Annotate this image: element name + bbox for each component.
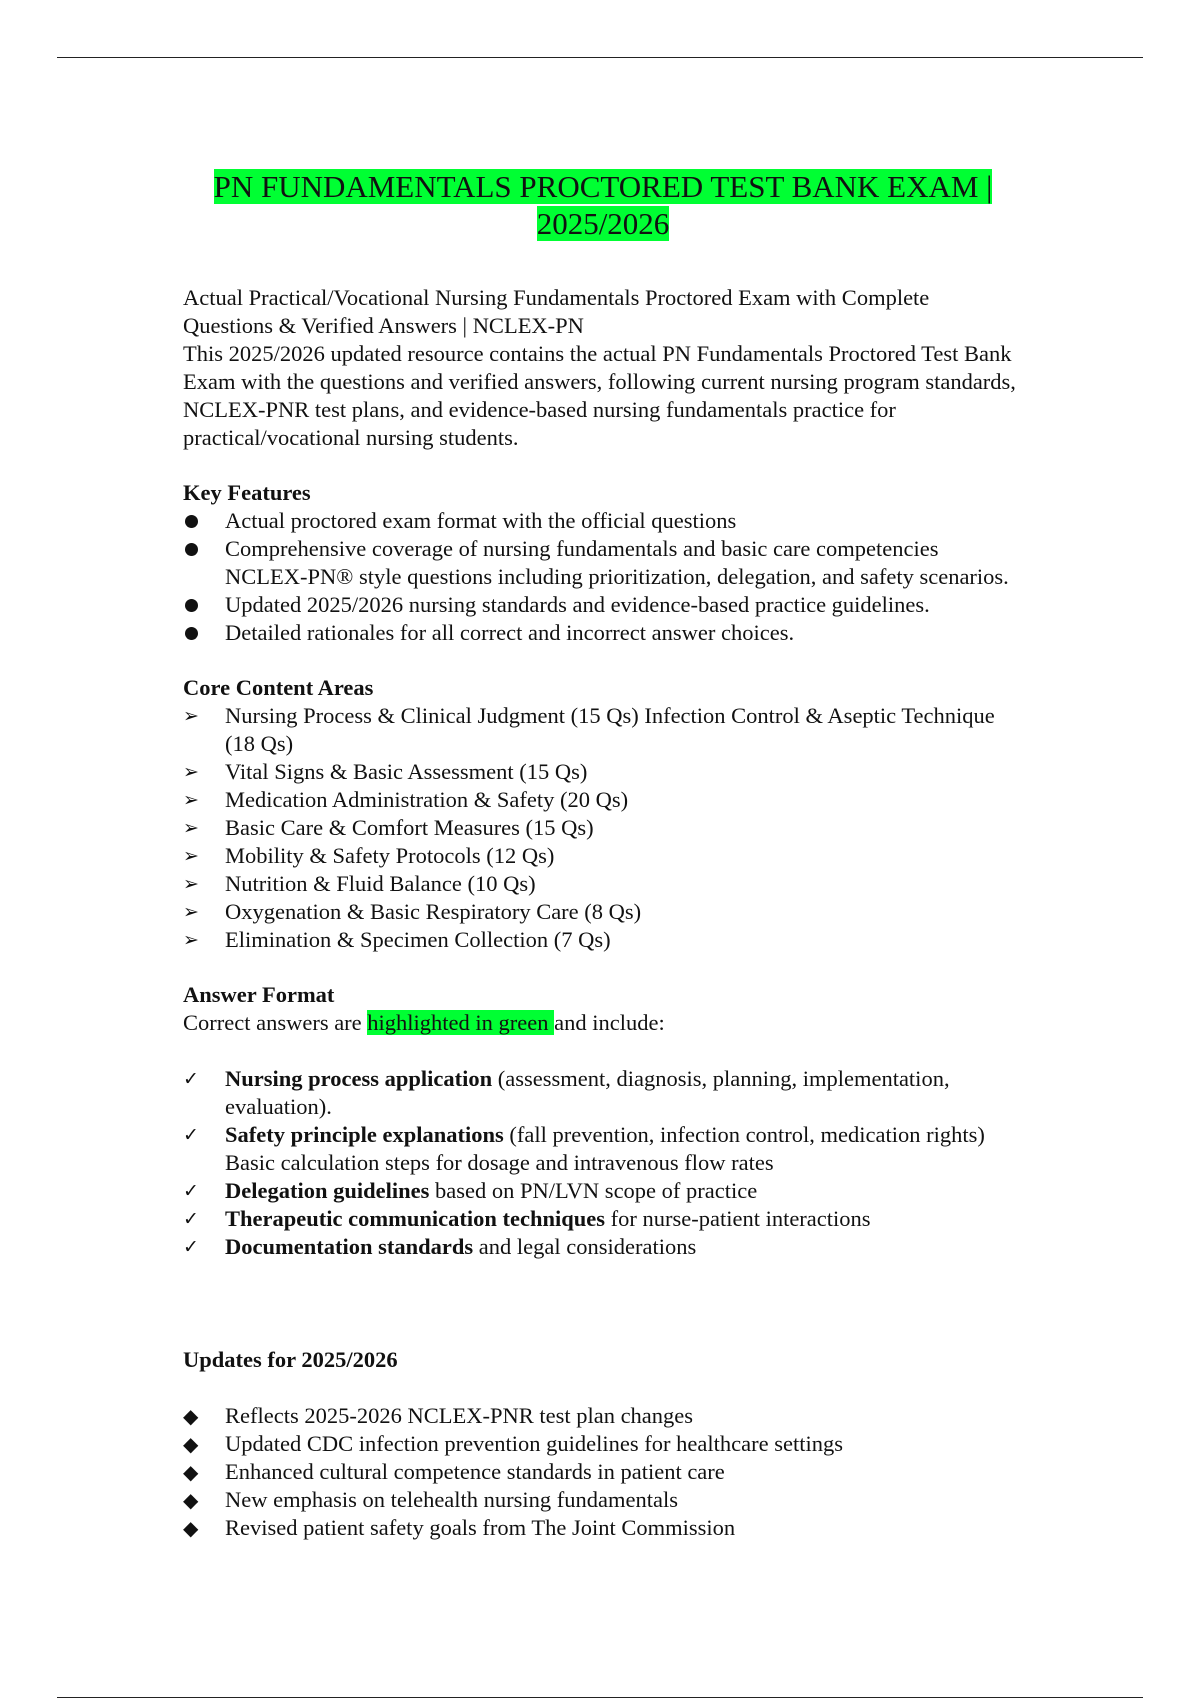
arrow-bullet-icon: ➢	[183, 761, 199, 783]
bullet-dot-icon	[183, 619, 213, 647]
list-item-text: Revised patient safety goals from The Joint Commission	[225, 1515, 736, 1540]
arrow-bullet-icon: ➢	[183, 817, 199, 839]
list-item-text: Actual proctored exam format with the official questions	[225, 508, 737, 533]
list-item	[183, 1121, 1023, 1177]
list-item	[183, 870, 1023, 898]
key-features-section	[183, 479, 1023, 647]
top-rule	[57, 57, 1143, 58]
list-item	[183, 1402, 1023, 1430]
list-item-bold: Documentation standards	[225, 1234, 474, 1259]
document-page	[183, 168, 1023, 1542]
diamond-bullet-icon: ◆	[183, 1460, 199, 1484]
diamond-bullet-icon: ◆	[183, 1516, 199, 1540]
list-item-text: Reflects 2025-2026 NCLEX-PNR test plan changes	[225, 1403, 694, 1428]
list-item-bold: Safety principle explanations	[225, 1122, 504, 1147]
list-item	[183, 1177, 1023, 1205]
list-item	[183, 1205, 1023, 1233]
list-item-text: Updated CDC infection prevention guidelines for healthcare settings	[225, 1431, 843, 1456]
answer-format-list	[183, 1065, 1023, 1261]
answer-format-section	[183, 981, 1023, 1261]
list-item-text: Medication Administration & Safety (20 Qs)	[225, 787, 629, 812]
diamond-bullet-icon: ◆	[183, 1432, 199, 1456]
diamond-bullet-icon: ◆	[183, 1488, 199, 1512]
list-item	[183, 842, 1023, 870]
list-item-text: Mobility & Safety Protocols (12 Qs)	[225, 843, 555, 868]
list-item	[183, 898, 1023, 926]
list-item	[183, 702, 1023, 758]
updates-heading: Updates for 2025/2026	[183, 1347, 398, 1372]
list-item-text: Oxygenation & Basic Respiratory Care (8 Qs)	[225, 899, 642, 924]
arrow-bullet-icon: ➢	[183, 929, 199, 951]
list-item-text: and legal considerations	[473, 1234, 697, 1259]
list-item-bold: Nursing process application	[225, 1066, 493, 1091]
list-item	[183, 786, 1023, 814]
list-item-text: Updated 2025/2026 nursing standards and evidence-based practice guidelines.	[225, 592, 930, 617]
bottom-rule	[57, 1697, 1143, 1698]
list-item	[183, 591, 1023, 619]
list-item	[183, 1430, 1023, 1458]
answer-format-heading: Answer Format	[183, 982, 335, 1007]
list-item-text: for nurse-patient interactions	[605, 1206, 871, 1231]
list-item-text: Enhanced cultural competence standards in patient care	[225, 1459, 725, 1484]
document-title	[183, 168, 1023, 242]
list-item	[183, 1065, 1023, 1121]
core-content-heading: Core Content Areas	[183, 675, 374, 700]
list-item-text: Detailed rationales for all correct and incorrect answer choices.	[225, 620, 795, 645]
list-item	[183, 926, 1023, 954]
intro-description: This 2025/2026 updated resource contains the actual PN Fundamentals Proctored Test Bank Exam with the questions and verified answers, following current nursing program standards, NCLEX-PNR test plans, and evidence-based nursing fundamentals practice for practical/vocational nursing students.	[183, 341, 1016, 450]
intro-subtitle: Actual Practical/Vocational Nursing Fundamentals Proctored Exam with Complete Questions & Verified Answers | NCLEX-PN	[183, 285, 930, 338]
list-item-text: (assessment, diagnosis, planning, implementation, evaluation).	[225, 1066, 950, 1119]
list-item	[183, 1233, 1023, 1261]
arrow-bullet-icon: ➢	[183, 705, 199, 727]
list-item-text: based on PN/LVN scope of practice	[429, 1178, 758, 1203]
updates-list	[183, 1402, 1023, 1542]
check-icon: ✓	[183, 1236, 199, 1258]
list-item-text: Nutrition & Fluid Balance (10 Qs)	[225, 871, 536, 896]
green-highlight: highlighted in green	[367, 1010, 555, 1035]
check-icon: ✓	[183, 1124, 199, 1146]
bullet-dot-icon	[183, 591, 213, 619]
bullet-dot-icon	[183, 535, 213, 563]
check-icon: ✓	[183, 1208, 199, 1230]
title-line-1: PN FUNDAMENTALS PROCTORED TEST BANK EXAM |	[213, 169, 993, 204]
arrow-bullet-icon: ➢	[183, 845, 199, 867]
answer-format-text	[183, 1009, 1023, 1037]
bullet-dot-icon	[183, 507, 213, 535]
list-item-text: Comprehensive coverage of nursing fundamentals and basic care competencies NCLEX-PN® style questions including prioritization, delegation, and safety scenarios.	[225, 536, 1009, 589]
check-icon: ✓	[183, 1068, 199, 1090]
list-item-text: Elimination & Specimen Collection (7 Qs)	[225, 927, 611, 952]
arrow-bullet-icon: ➢	[183, 873, 199, 895]
intro	[183, 284, 1023, 452]
title-line-2: 2025/2026	[536, 206, 670, 241]
core-content-section	[183, 674, 1023, 954]
list-item-text: Nursing Process & Clinical Judgment (15 Qs) Infection Control & Aseptic Technique (18 Qs)	[225, 703, 995, 756]
core-content-list	[183, 702, 1023, 954]
list-item-bold: Delegation guidelines	[225, 1178, 430, 1203]
arrow-bullet-icon: ➢	[183, 789, 199, 811]
key-features-list	[183, 507, 1023, 647]
answer-format-suffix: and include:	[554, 1010, 665, 1035]
list-item-text: Vital Signs & Basic Assessment (15 Qs)	[225, 759, 588, 784]
list-item	[183, 507, 1023, 535]
key-features-heading: Key Features	[183, 480, 311, 505]
list-item	[183, 619, 1023, 647]
list-item	[183, 1486, 1023, 1514]
updates-section	[183, 1346, 1023, 1542]
diamond-bullet-icon: ◆	[183, 1404, 199, 1428]
answer-format-prefix: Correct answers are	[183, 1010, 368, 1035]
list-item	[183, 1458, 1023, 1486]
list-item	[183, 535, 1023, 591]
list-item	[183, 1514, 1023, 1542]
list-item-text: (fall prevention, infection control, medication rights) Basic calculation steps for dosage and intravenous flow rates	[225, 1122, 985, 1175]
list-item	[183, 814, 1023, 842]
list-item-text: Basic Care & Comfort Measures (15 Qs)	[225, 815, 594, 840]
list-item-bold: Therapeutic communication techniques	[225, 1206, 605, 1231]
list-item	[183, 758, 1023, 786]
list-item-text: New emphasis on telehealth nursing fundamentals	[225, 1487, 679, 1512]
arrow-bullet-icon: ➢	[183, 901, 199, 923]
check-icon: ✓	[183, 1180, 199, 1202]
